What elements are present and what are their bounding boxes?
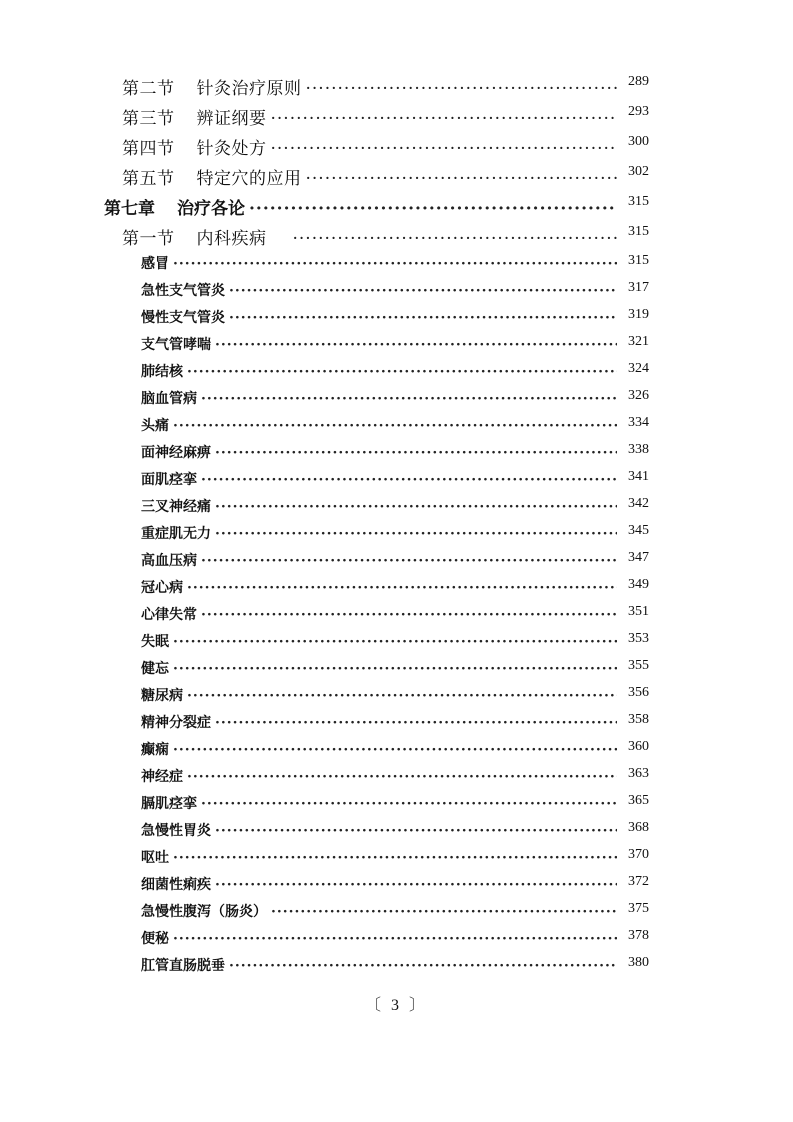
toc-page-number: 317	[628, 280, 649, 295]
toc-page-number: 289	[628, 74, 649, 89]
toc-item-entry[interactable]	[141, 766, 649, 788]
toc-item-label: 健忘	[141, 661, 169, 677]
toc-page-number: 324	[628, 361, 649, 376]
dot-leader	[187, 580, 617, 596]
toc-page-number: 341	[628, 469, 649, 484]
toc-item-entry[interactable]	[141, 388, 649, 410]
dot-leader	[201, 607, 617, 623]
dot-leader	[201, 472, 617, 488]
dot-leader	[201, 796, 617, 812]
toc-page-number: 351	[628, 604, 649, 619]
toc-page-number: 293	[628, 104, 649, 119]
toc-page-number: 360	[628, 739, 649, 754]
toc-section-label: 第三节 辨证纲要	[122, 109, 267, 129]
dot-leader	[249, 199, 617, 219]
toc-item-label: 三叉神经痛	[141, 499, 211, 515]
toc-item-entry[interactable]	[141, 415, 649, 437]
toc-item-entry[interactable]	[141, 604, 649, 626]
dot-leader	[215, 823, 617, 839]
toc-item-label: 肺结核	[141, 364, 183, 380]
toc-section-label: 第五节 特定穴的应用	[122, 169, 302, 189]
toc-item-label: 神经症	[141, 769, 183, 785]
dot-leader	[201, 391, 617, 407]
toc-item-label: 糖尿病	[141, 688, 183, 704]
toc-item-entry[interactable]	[141, 955, 649, 977]
toc-item-label: 面肌痉挛	[141, 472, 197, 488]
toc-page-number: 368	[628, 820, 649, 835]
dot-leader	[293, 229, 618, 249]
toc-item-label: 癫痫	[141, 742, 169, 758]
toc-item-entry[interactable]	[141, 334, 649, 356]
dot-leader	[187, 769, 617, 785]
toc-item-label: 慢性支气管炎	[141, 310, 225, 326]
toc-page-number: 300	[628, 134, 649, 149]
dot-leader	[173, 418, 617, 434]
toc-item-label: 冠心病	[141, 580, 183, 596]
toc-item-entry[interactable]	[141, 442, 649, 464]
toc-page-number: 345	[628, 523, 649, 538]
toc-section-entry[interactable]	[122, 74, 649, 100]
toc-item-label: 精神分裂症	[141, 715, 211, 731]
toc-item-label: 头痛	[141, 418, 169, 434]
toc-item-label: 感冒	[141, 256, 169, 272]
toc-item-label: 心律失常	[141, 607, 197, 623]
toc-page-number: 353	[628, 631, 649, 646]
toc-page-number: 363	[628, 766, 649, 781]
dot-leader	[173, 661, 617, 677]
toc-item-entry[interactable]	[141, 685, 649, 707]
toc-item-label: 支气管哮喘	[141, 337, 211, 353]
dot-leader	[215, 877, 617, 893]
toc-item-entry[interactable]	[141, 928, 649, 950]
toc-page-number: 326	[628, 388, 649, 403]
toc-page-number: 355	[628, 658, 649, 673]
toc-item-entry[interactable]	[141, 496, 649, 518]
toc-page-number: 321	[628, 334, 649, 349]
dot-leader	[215, 445, 617, 461]
dot-leader	[173, 850, 617, 866]
dot-leader	[215, 715, 617, 731]
toc-item-label: 面神经麻痹	[141, 445, 211, 461]
toc-item-label: 失眠	[141, 634, 169, 650]
toc-page-number: 380	[628, 955, 649, 970]
toc-page-number: 315	[628, 253, 649, 268]
toc-item-entry[interactable]	[141, 658, 649, 680]
toc-section-label: 第四节 针灸处方	[122, 139, 267, 159]
dot-leader	[187, 364, 617, 380]
toc-section-entry[interactable]	[122, 134, 649, 160]
toc-item-entry[interactable]	[141, 793, 649, 815]
toc-item-entry[interactable]	[141, 820, 649, 842]
toc-page-number: 342	[628, 496, 649, 511]
page-footer-number: 〔 3 〕	[364, 997, 428, 1014]
dot-leader	[229, 283, 617, 299]
toc-section-label: 第二节 针灸治疗原则	[122, 79, 302, 99]
toc-item-entry[interactable]	[141, 901, 649, 923]
toc-item-label: 膈肌痉挛	[141, 796, 197, 812]
toc-chapter-label: 第七章 治疗各论	[104, 199, 245, 219]
toc-section-entry[interactable]	[122, 104, 649, 130]
dot-leader	[271, 139, 618, 159]
dot-leader	[173, 931, 617, 947]
dot-leader	[229, 310, 617, 326]
toc-page-number: 356	[628, 685, 649, 700]
toc-section-entry[interactable]	[122, 164, 649, 190]
dot-leader	[173, 742, 617, 758]
toc-item-entry[interactable]	[141, 739, 649, 761]
toc-item-label: 肛管直肠脱垂	[141, 958, 225, 974]
toc-page-number: 378	[628, 928, 649, 943]
toc-section-label: 第一节 内科疾病	[122, 229, 267, 249]
toc-section-entry[interactable]	[122, 224, 649, 250]
toc-item-label: 高血压病	[141, 553, 197, 569]
dot-leader	[173, 634, 617, 650]
toc-item-entry[interactable]	[141, 469, 649, 491]
toc-item-label: 急慢性胃炎	[141, 823, 211, 839]
dot-leader	[215, 499, 617, 515]
toc-item-label: 急性支气管炎	[141, 283, 225, 299]
dot-leader	[187, 688, 617, 704]
dot-leader	[173, 256, 617, 272]
toc-item-entry[interactable]	[141, 253, 649, 275]
toc-page-number: 315	[628, 194, 649, 209]
toc-item-entry[interactable]	[141, 712, 649, 734]
toc-item-label: 便秘	[141, 931, 169, 947]
dot-leader	[271, 109, 618, 129]
toc-item-entry[interactable]	[141, 577, 649, 599]
toc-page-number: 375	[628, 901, 649, 916]
toc-page-number: 358	[628, 712, 649, 727]
toc-item-entry[interactable]	[141, 523, 649, 545]
toc-item-label: 细菌性痢疾	[141, 877, 211, 893]
dot-leader	[306, 169, 618, 189]
toc-page-number: 372	[628, 874, 649, 889]
dot-leader	[271, 904, 617, 920]
toc-item-entry[interactable]	[141, 550, 649, 572]
toc-item-entry[interactable]	[141, 280, 649, 302]
toc-item-entry[interactable]	[141, 361, 649, 383]
toc-page-number: 338	[628, 442, 649, 457]
toc-page-number: 334	[628, 415, 649, 430]
toc-chapter-entry[interactable]	[104, 194, 649, 220]
toc-page-number: 347	[628, 550, 649, 565]
toc-item-entry[interactable]	[141, 847, 649, 869]
toc-item-label: 脑血管病	[141, 391, 197, 407]
dot-leader	[201, 553, 617, 569]
toc-page-number: 365	[628, 793, 649, 808]
toc-page-number: 302	[628, 164, 649, 179]
dot-leader	[215, 526, 617, 542]
toc-page-number: 370	[628, 847, 649, 862]
toc-item-label: 急慢性腹泻（肠炎）	[141, 904, 267, 920]
toc-page-number: 315	[628, 224, 649, 239]
dot-leader	[215, 337, 617, 353]
toc-page-number: 319	[628, 307, 649, 322]
dot-leader	[229, 958, 617, 974]
toc-page-number: 349	[628, 577, 649, 592]
toc-item-label: 呕吐	[141, 850, 169, 866]
toc-item-entry[interactable]	[141, 874, 649, 896]
dot-leader	[306, 79, 618, 99]
toc-item-entry[interactable]	[141, 631, 649, 653]
toc-item-label: 重症肌无力	[141, 526, 211, 542]
toc-item-entry[interactable]	[141, 307, 649, 329]
